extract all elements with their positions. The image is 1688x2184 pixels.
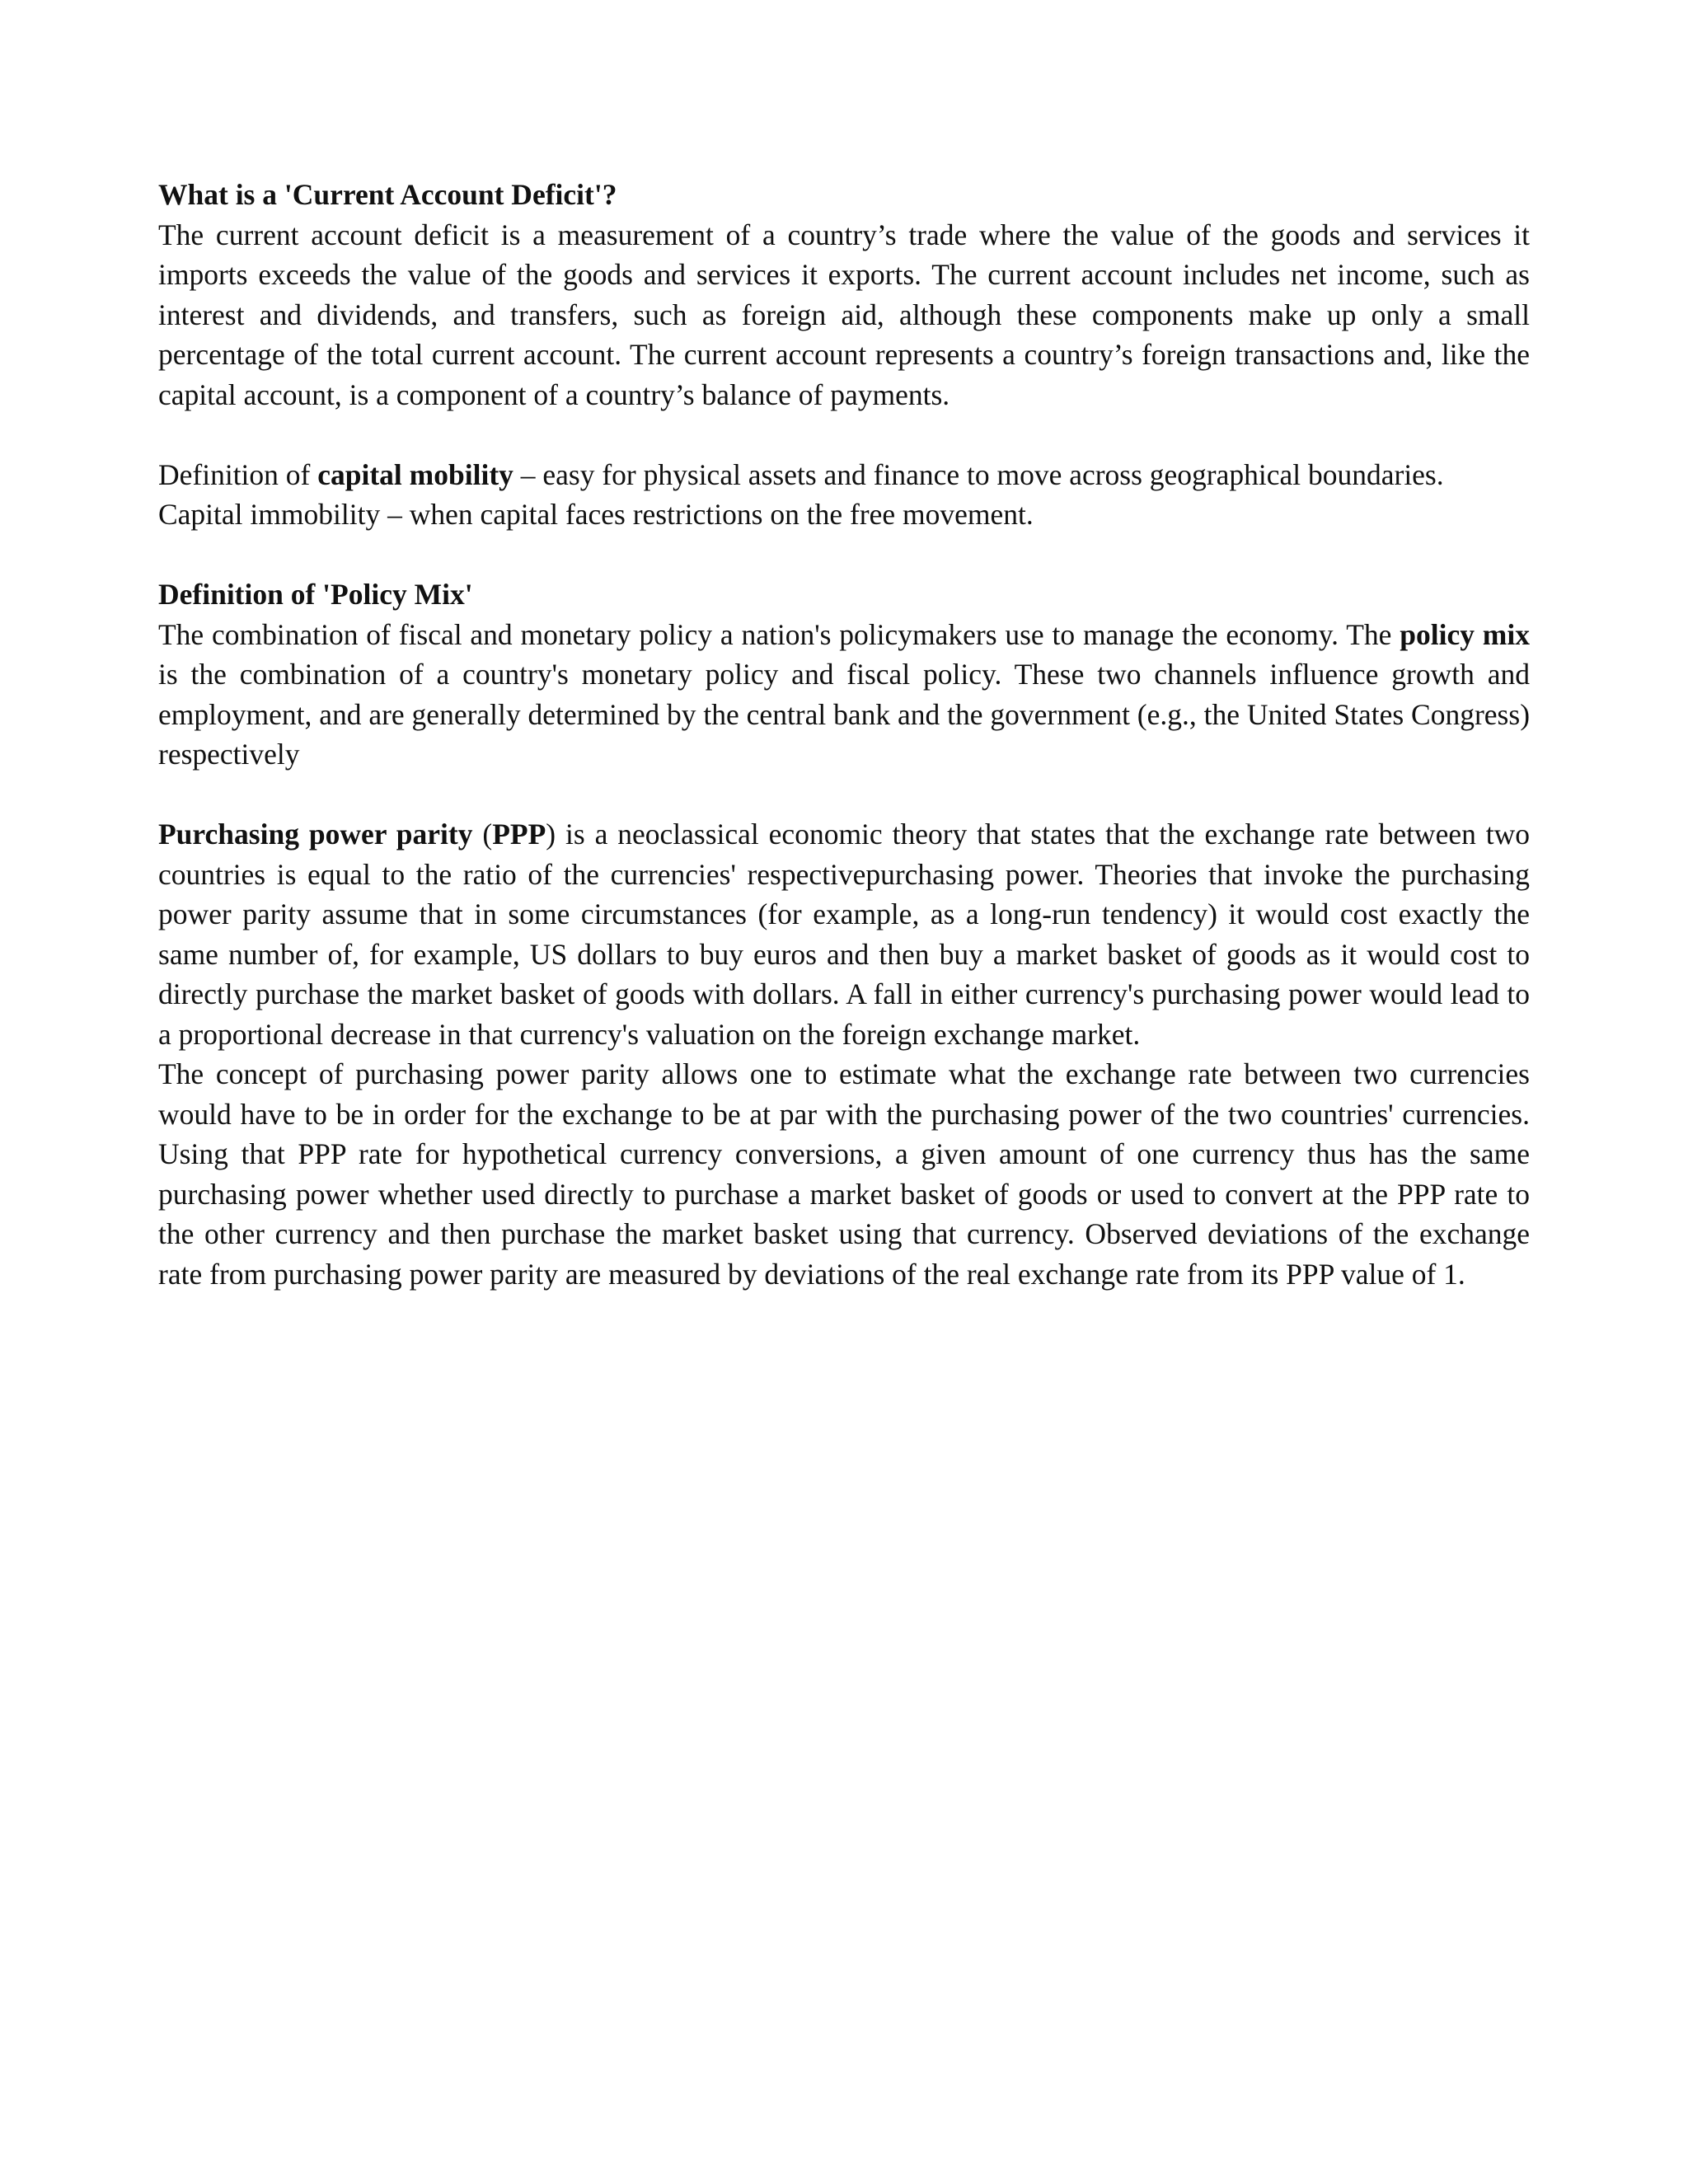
capital-mobility-definition	[158, 455, 1530, 495]
ppp-paragraph-1	[158, 814, 1530, 1054]
ppp-paragraph-1-text: ) is a neoclassical economic theory that states that the exchange rate between two countries is equal to the ratio of the currencies' respectivepurchasing power. Theories that invoke the purchasing power parity assume that in some circumstances (for example, as a long-run tendency) it would cost exactly the same number of, for example, US dollars to buy euros and then buy a market basket of goods as it would cost to directly purchase the market basket of goods with dollars. A fall in either currency's purchasing power would lead to a proportional decrease in that currency's valuation on the foreign exchange market.	[158, 818, 1530, 1051]
ppp-abbr: PPP	[492, 818, 546, 851]
section-policy-mix	[158, 574, 1530, 775]
policy-mix-heading: Definition of 'Policy Mix'	[158, 578, 473, 611]
spacer	[158, 415, 1530, 455]
ppp-term: Purchasing power parity	[158, 818, 473, 851]
policy-mix-body-part1: The combination of fiscal and monetary policy a nation's policymakers use to manage the economy. The	[158, 617, 1400, 651]
current-account-heading: What is a 'Current Account Deficit'?	[158, 178, 617, 211]
ppp-open-paren: (	[472, 818, 493, 851]
policy-mix-body	[158, 615, 1530, 775]
spacer	[158, 535, 1530, 575]
policy-mix-term: policy mix	[1400, 617, 1530, 651]
document-page	[158, 175, 1530, 1294]
section-ppp	[158, 814, 1530, 1294]
policy-mix-body-part2: is the combination of a country's monetary policy and fiscal policy. These two channels influence growth and employment, and are generally determined by the central bank and the government (e.g., the United States Congress) respectively	[158, 658, 1531, 771]
capital-mobility-term: capital mobility	[317, 457, 513, 491]
section-capital-mobility	[158, 455, 1530, 535]
spacer	[158, 775, 1530, 815]
capital-immobility-definition: Capital immobility – when capital faces restrictions on the free movement.	[158, 498, 1034, 531]
section-current-account	[158, 175, 1530, 415]
current-account-body: The current account deficit is a measurement of a country’s trade where the value of the goods and services it imports exceeds the value of the goods and services it exports. The current account includes net income, such as interest and dividends, and transfers, such as foreign aid, although these components make up only a small percentage of the total current account. The current account represents a country’s foreign transactions and, like the capital account, is a component of a country’s balance of payments.	[158, 218, 1530, 411]
capital-mobility-text: – easy for physical assets and finance to move across geographical boundaries.	[513, 457, 1444, 491]
ppp-paragraph-2: The concept of purchasing power parity allows one to estimate what the exchange rate between two currencies would have to be in order for the exchange to be at par with the purchasing power of the two countries' currencies. Using that PPP rate for hypothetical currency conversions, a given amount of one currency thus has the same purchasing power whether used directly to purchase a market basket of goods or used to convert at the PPP rate to the other currency and then purchase the market basket using that currency. Observed deviations of the exchange rate from purchasing power parity are measured by deviations of the real exchange rate from its PPP value of 1.	[158, 1057, 1530, 1291]
capital-mobility-prefix: Definition of	[158, 457, 318, 491]
